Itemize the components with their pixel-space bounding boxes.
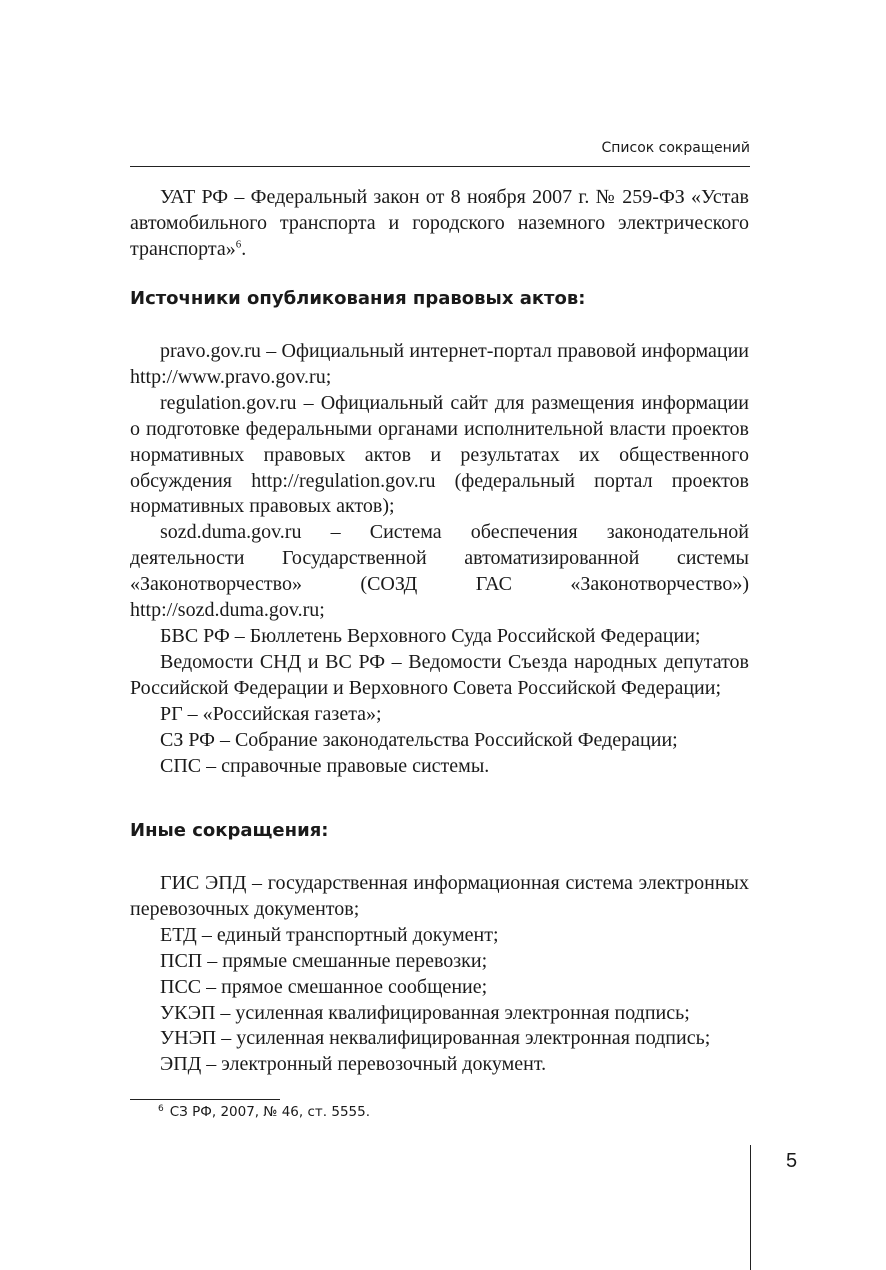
list-item: ПСС – прямое смешанное сообщение; bbox=[160, 975, 488, 998]
list-item: regulation.gov.ru – Официальный сайт для размещения информации о подготовке федеральными органами исполнительной власти проектов нормативных правовых актов и результатах их общественного обсуждения http://regulation.gov.ru (федеральный портал проектов нормативных правовых актов); bbox=[130, 391, 749, 518]
footnote bbox=[158, 1104, 370, 1120]
running-head: Список сокращений bbox=[601, 140, 750, 156]
list-item: РГ – «Российская газета»; bbox=[160, 702, 382, 725]
list-item: ГИС ЭПД – государственная информационная система электронных перевозочных документов; bbox=[130, 872, 749, 920]
footnote-text: СЗ РФ, 2007, № 46, ст. 5555. bbox=[169, 1104, 370, 1120]
header-rule bbox=[130, 166, 750, 167]
list-item: Ведомости СНД и ВС РФ – Ведомости Съезда народных депутатов Российской Федерации и Верховного Совета Российской Федерации; bbox=[130, 650, 749, 699]
footnote-rule bbox=[130, 1099, 280, 1100]
footnote-number: 6 bbox=[158, 1103, 164, 1114]
list-item: pravo.gov.ru – Официальный интернет-портал правовой информации http://www.pravo.gov.ru; bbox=[130, 340, 749, 388]
footnote-ref[interactable]: 6 bbox=[235, 238, 242, 251]
page-number: 5 bbox=[786, 1150, 798, 1172]
list-item: БВС РФ – Бюллетень Верховного Суда Российской Федерации; bbox=[160, 624, 701, 647]
list-item: УКЭП – усиленная квалифицированная электронная подпись; bbox=[160, 1001, 690, 1024]
other-heading: Иные сокращения: bbox=[130, 820, 329, 841]
sources-heading: Источники опубликования правовых актов: bbox=[130, 288, 586, 309]
sources-list bbox=[130, 339, 749, 779]
list-item: ЭПД – электронный перевозочный документ. bbox=[160, 1053, 547, 1076]
list-item: ЕТД – единый транспортный документ; bbox=[160, 923, 499, 946]
intro-text: УАТ РФ – Федеральный закон от 8 ноября 2007 г. № 259-ФЗ «Устав автомобильного транспорта и городского наземного электрического транспорта» bbox=[130, 186, 749, 260]
list-item: ПСП – прямые смешанные перевозки; bbox=[160, 949, 488, 972]
page-number-rule bbox=[750, 1145, 751, 1270]
list-item: СПС – справочные правовые системы. bbox=[160, 754, 490, 777]
list-item: СЗ РФ – Собрание законодательства Российской Федерации; bbox=[160, 728, 678, 751]
list-item: УНЭП – усиленная неквалифицированная электронная подпись; bbox=[160, 1027, 711, 1050]
other-list bbox=[130, 871, 749, 1078]
list-item: sozd.duma.gov.ru – Система обеспечения законодательной деятельности Государственной автоматизированной системы «Законотворчество» (СОЗД ГАС «Законотворчество») http://sozd.duma.gov.ru; bbox=[130, 521, 749, 622]
intro-end: . bbox=[241, 237, 247, 260]
intro-paragraph bbox=[130, 185, 749, 263]
